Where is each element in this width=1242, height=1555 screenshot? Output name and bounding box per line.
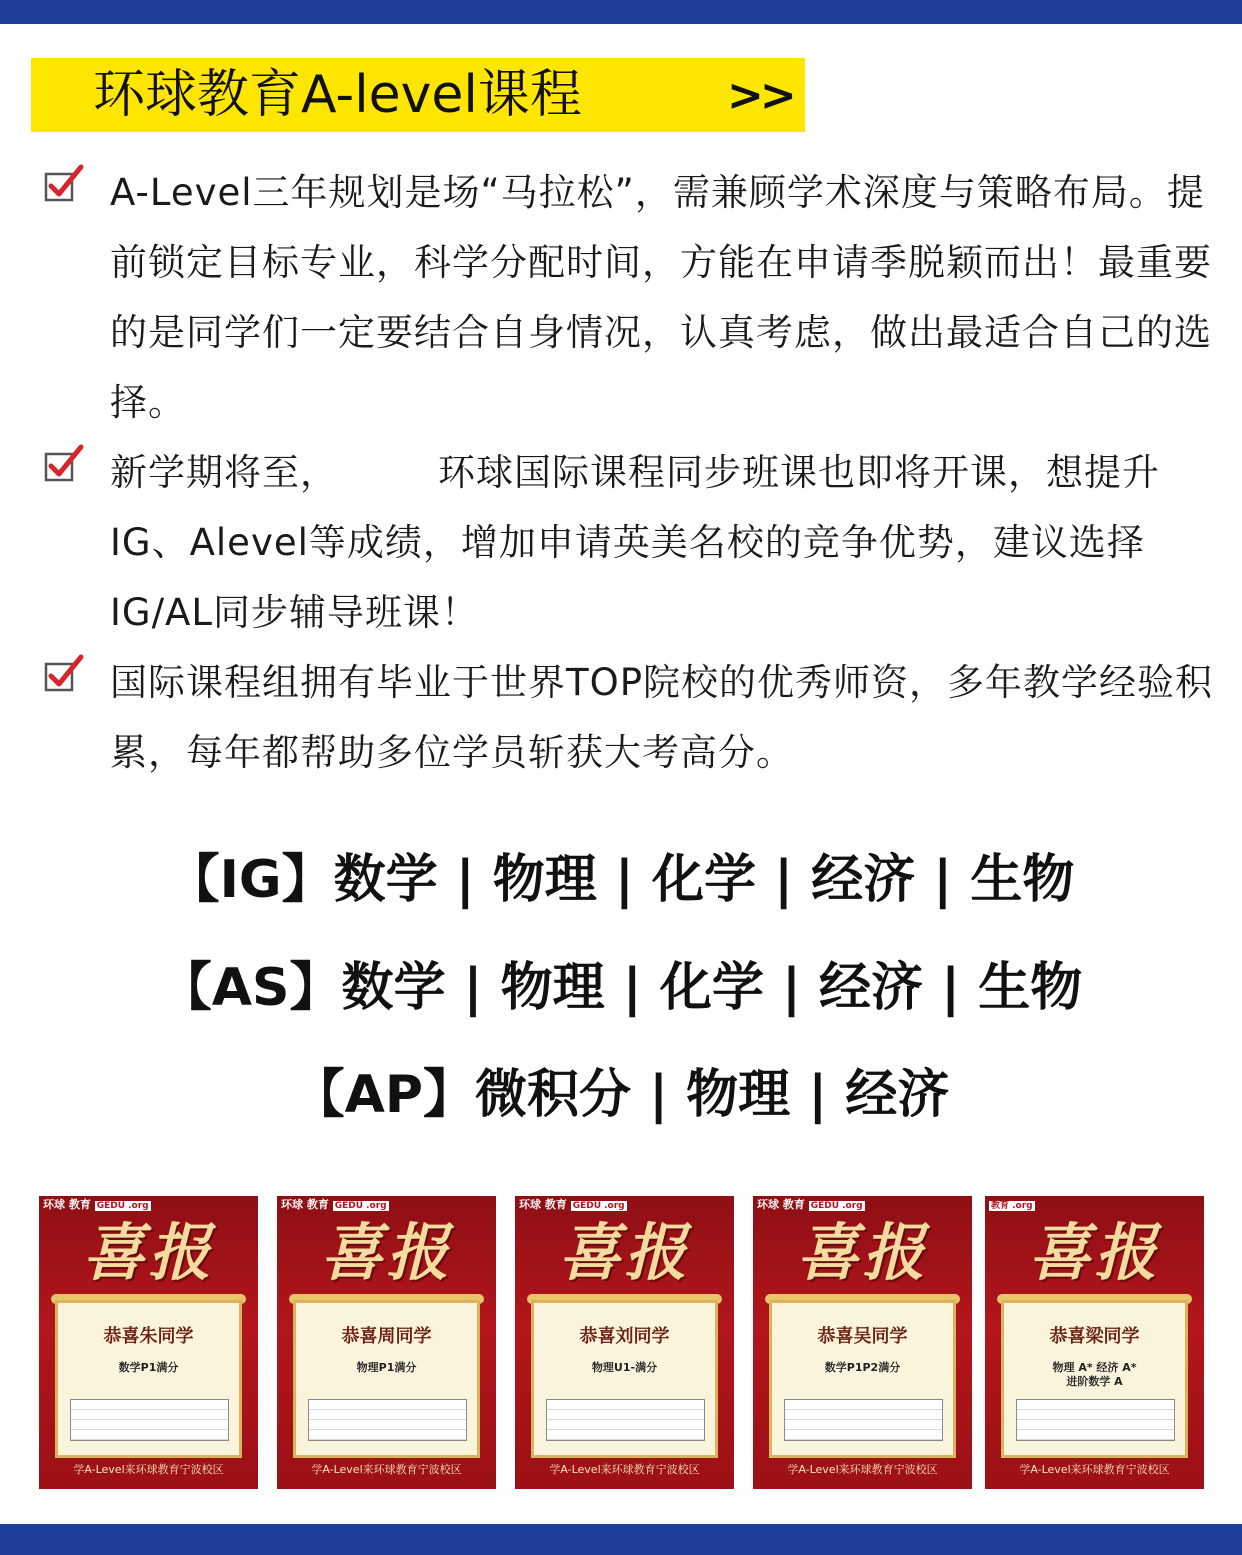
bullet-text-after: 环球国际课程同步班课也即将开课，想提升IG、Alevel等成绩，增加申请英美名校的竞争优势，建议选择IG/AL同步辅导班课！ (110, 451, 1160, 634)
certificate-headline: 喜报 (320, 1216, 453, 1289)
certificate-card (515, 1196, 734, 1489)
top-border-bar (0, 0, 1242, 24)
certificate-footer: 学A-Level来环球教育宁波校区 (549, 1463, 700, 1476)
subject-list-ap (0, 1063, 1242, 1127)
check-icon (44, 444, 84, 482)
certificate-footer: 学A-Level来环球教育宁波校区 (787, 1463, 938, 1476)
achievement: 数学P1P2满分 (824, 1361, 901, 1374)
title-banner (31, 58, 805, 132)
certificate-card (39, 1196, 258, 1489)
certificate-card (753, 1196, 972, 1489)
certificate-paper (531, 1300, 718, 1458)
student-name: 恭喜吴同学 (817, 1326, 908, 1347)
gedu-logo: 环球 教育 GEDU .org (281, 1198, 387, 1211)
gedu-logo: 环球 教育 GEDU .org (519, 1198, 625, 1211)
score-report-image (70, 1399, 229, 1441)
subject-list-as (0, 956, 1242, 1020)
subject-list-ig (0, 848, 1242, 912)
subject-line: 【IG】数学 | 物理 | 化学 | 经济 | 生物 (167, 850, 1075, 910)
certificate-footer: 学A-Level来环球教育宁波校区 (1019, 1463, 1170, 1476)
student-name: 恭喜梁同学 (1049, 1326, 1140, 1347)
achievement: 物理U1-满分 (591, 1361, 658, 1374)
bullet-text (110, 438, 1214, 648)
achievement: 数学P1满分 (118, 1361, 179, 1374)
gedu-logo: 环球 教育 GEDU .org (757, 1198, 863, 1211)
certificate-paper (55, 1300, 242, 1458)
score-report-image (546, 1399, 705, 1441)
certificate-footer: 学A-Level来环球教育宁波校区 (73, 1463, 224, 1476)
gedu-logo: 教育 .org (991, 1201, 1033, 1211)
bullet-text: A-Level三年规划是场“马拉松”，需兼顾学术深度与策略布局。提前锁定目标专业，科学分配时间，方能在申请季脱颖而出！最重要的是同学们一定要结合自身情况，认真考虑，做出最适合自己的选择。 (110, 171, 1212, 424)
page-title: 环球教育A-level课程 (93, 65, 582, 125)
certificate-footer: 学A-Level来环球教育宁波校区 (311, 1463, 462, 1476)
score-report-image (784, 1399, 943, 1441)
student-name: 恭喜朱同学 (103, 1326, 194, 1347)
score-report-image (1016, 1399, 1175, 1441)
certificate-paper (293, 1300, 480, 1458)
gedu-logo: 环球 教育 GEDU .org (43, 1198, 149, 1211)
certificate-card (277, 1196, 496, 1489)
subject-line: 【AP】微积分 | 物理 | 经济 (292, 1065, 950, 1125)
certificate-headline: 喜报 (558, 1216, 691, 1289)
certificate-headline: 喜报 (82, 1216, 215, 1289)
certificate-paper (769, 1300, 956, 1458)
certificate-headline: 喜报 (796, 1216, 929, 1289)
certificate-headline: 喜报 (1028, 1216, 1161, 1289)
double-arrow-icon: >> (727, 70, 793, 121)
student-name: 恭喜周同学 (341, 1326, 432, 1347)
bullet-text: 国际课程组拥有毕业于世界TOP院校的优秀师资，多年教学经验积累，每年都帮助多位学员斩获大考高分。 (110, 661, 1214, 774)
achievement: 物理P1满分 (356, 1361, 417, 1374)
bottom-border-bar (0, 1524, 1242, 1555)
certificate-paper (1001, 1300, 1188, 1458)
subject-line: 【AS】数学 | 物理 | 化学 | 经济 | 生物 (159, 958, 1083, 1018)
certificate-card (985, 1196, 1204, 1489)
check-icon (44, 654, 84, 692)
student-name: 恭喜刘同学 (579, 1326, 670, 1347)
bullet-text-before: 新学期将至， (110, 451, 338, 494)
achievement: 物理 A* 经济 A* 进阶数学 A (1052, 1361, 1137, 1388)
check-icon (44, 164, 84, 202)
score-report-image (308, 1399, 467, 1441)
